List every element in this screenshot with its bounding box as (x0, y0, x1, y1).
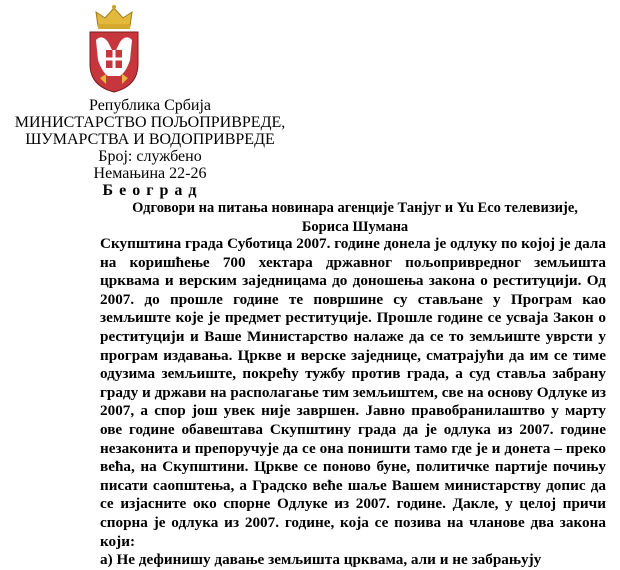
title-line2: Бориса Шумана (301, 219, 409, 235)
address: Немањина 22-26 (93, 165, 207, 182)
ministry-name-line2: ШУМАРСТВА И ВОДОПРИВРЕДЕ (25, 131, 275, 148)
document-number: Број: службено (98, 148, 202, 165)
document-body (100, 235, 606, 570)
ministry-name-line1: МИНИСТАРСТВО ПОЉОПРИВРЕДЕ, (14, 114, 286, 131)
body-paragraph: Скупштина града Суботица 2007. године донела је одлуку по којој је дала на коришћење 700 хектара државног пољопривредног земљишта црквама и верским заједницама до доношења закона о реституцији. Од 2007. до прошле године те површине су стављане у Програм као земљиште које је предмет реституције. Прошле године се усваја Закон о реституцији и Ваше Министарство налаже да се то земљиште уврсти у програм издавања. Цркве и верске заједнице, сматрајући да им се тиме одузима земљиште, покрећу тужбу против града, а суд ставља забрану граду и држави на располагање тим земљиштем, све на основу Одлуке из 2007, а спор још увек није завршен. Јавно правобранилаштво у марту ове године обавештава Скупштину града да је одлука из 2007. године незаконита и препоручује да се она поништи тамо где је и донета – преко већа, на Скупштини. Цркве се поново буне, политичке партије почињу писати саопштења, а Градско веће шаље Вашем министарству допис да се изјасните око спорне Одлуке из 2007. године. Дакле, у целој причи спорна је одлука из 2007. године, која се позива на чланове два закона који: (100, 235, 606, 550)
title-line1: Одговори на питања новинара агенције Танјуг и Yu Eco телевизије, (132, 200, 578, 216)
list-item-a: а) Не дефинишу давање земљишта црквама, али и не забрањују (100, 551, 542, 569)
city: Б е о г р а д (102, 182, 198, 199)
serbian-coat-of-arms-logo (76, 4, 152, 94)
document-title (100, 199, 610, 237)
republic-name: Република Србија (89, 97, 211, 114)
crown-icon (96, 5, 132, 29)
